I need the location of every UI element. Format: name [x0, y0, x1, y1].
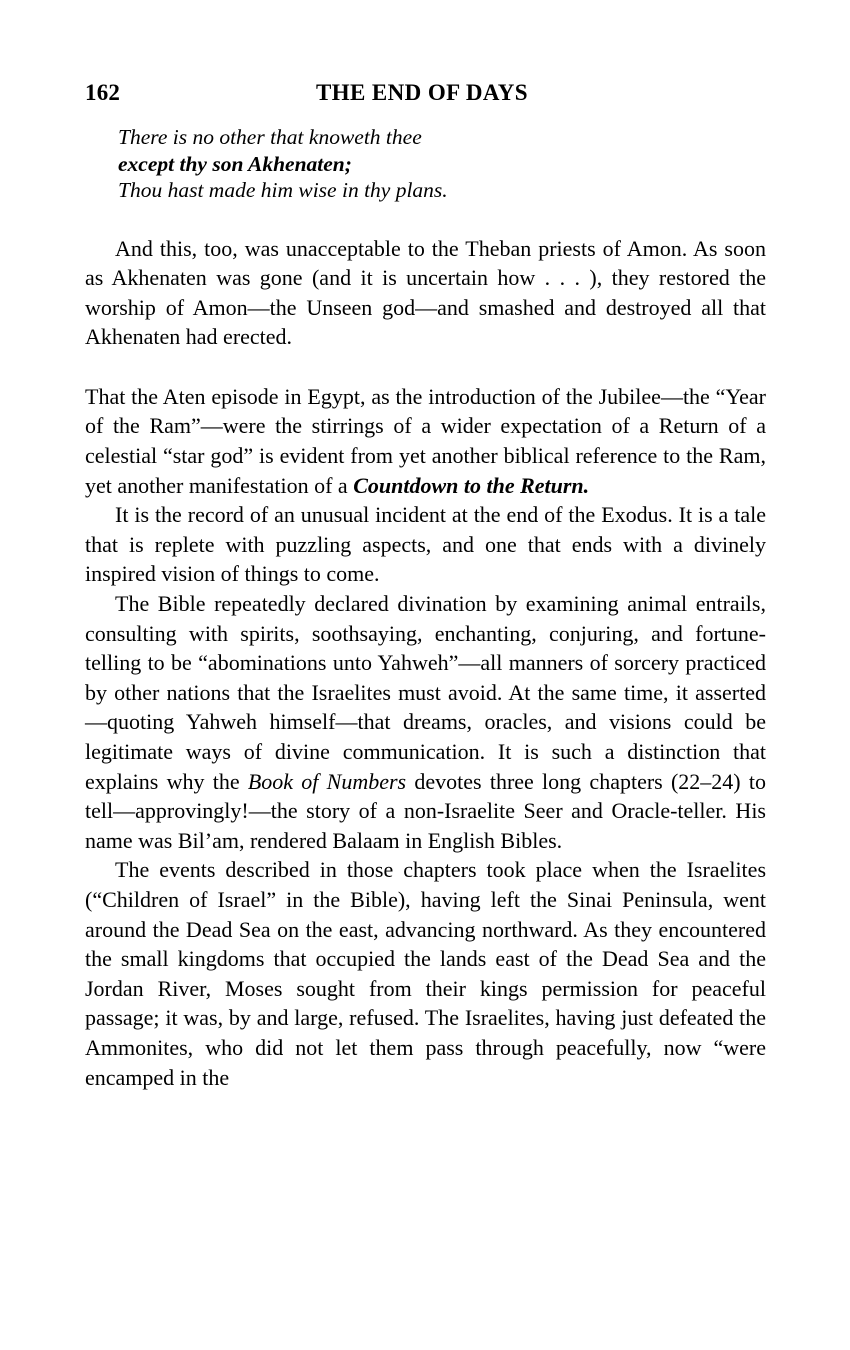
epigraph [118, 124, 766, 204]
paragraph-truncated [85, 855, 766, 1092]
text-run-title: Book of Numbers [247, 768, 407, 794]
text-run: It is the record of an unusual incident at the end of the Exodus. It is a tale that is replete with puzzling aspects, and one that ends with a divinely inspired vision of things to come. [85, 502, 766, 587]
text-run: And this, too, was unacceptable to the Theban priests of Amon. As soon as Akhenaten was gone (and it is uncertain how . . . ), they restored the worship of Amon—the Unseen god—and smashed and destroyed all that Akhenaten had erected. [85, 235, 766, 350]
text-run-emphasis: Countdown to the Return. [353, 472, 590, 498]
page-number: 162 [85, 80, 121, 105]
epigraph-line: except thy son Akhenaten; [118, 151, 352, 176]
paragraph [85, 234, 766, 352]
text-run: The Bible repeatedly declared divination by examining animal entrails, consulting with spirits, soothsaying, enchanting, conjuring, and fortune-telling to be “abominations unto Yahweh”—all manners of sorcery practiced by other nations that the Israelites must avoid. At the same time, it asserted—quoting Yahweh himself—that dreams, oracles, and visions could be legitimate ways of divine communication. It is such a distinction that explains why the [85, 591, 766, 794]
epigraph-line: Thou hast made him wise in thy plans. [118, 178, 448, 202]
running-head [85, 78, 765, 108]
paragraph [85, 382, 766, 500]
text-run: The events described in those chapters took place when the Israelites (“Children of Israel” in the Bible), having left the Sinai Peninsula, went around the Dead Sea on the east, advancing northward. As they encountered the small kingdoms that occupied the lands east of the Dead Sea and the Jordan River, Moses sought from their kings permission for peaceful passage; it was, by and large, refused. The Israelites, having just defeated the Ammonites, who did not let them pass through peacefully, now “were encamped in the [85, 857, 766, 1090]
running-title: THE END OF DAYS [316, 80, 528, 105]
epigraph-line: There is no other that knoweth thee [118, 125, 422, 149]
text-run: That the Aten episode in Egypt, as the introduction of the Jubilee—the “Year of the Ram”—were the stirrings of a wider expectation of a Return of a celestial “star god” is evident from yet another biblical reference to the Ram, yet another manifestation of a [85, 383, 766, 498]
text-column [85, 124, 766, 1092]
paragraph [85, 500, 766, 589]
text-run: devotes three long chapters (22–24) to tell—approvingly!—the story of a non-Israelite Seer and Oracle-teller. His name was Bil’am, rendered Balaam in English Bibles. [85, 768, 766, 853]
paragraph [85, 589, 766, 855]
